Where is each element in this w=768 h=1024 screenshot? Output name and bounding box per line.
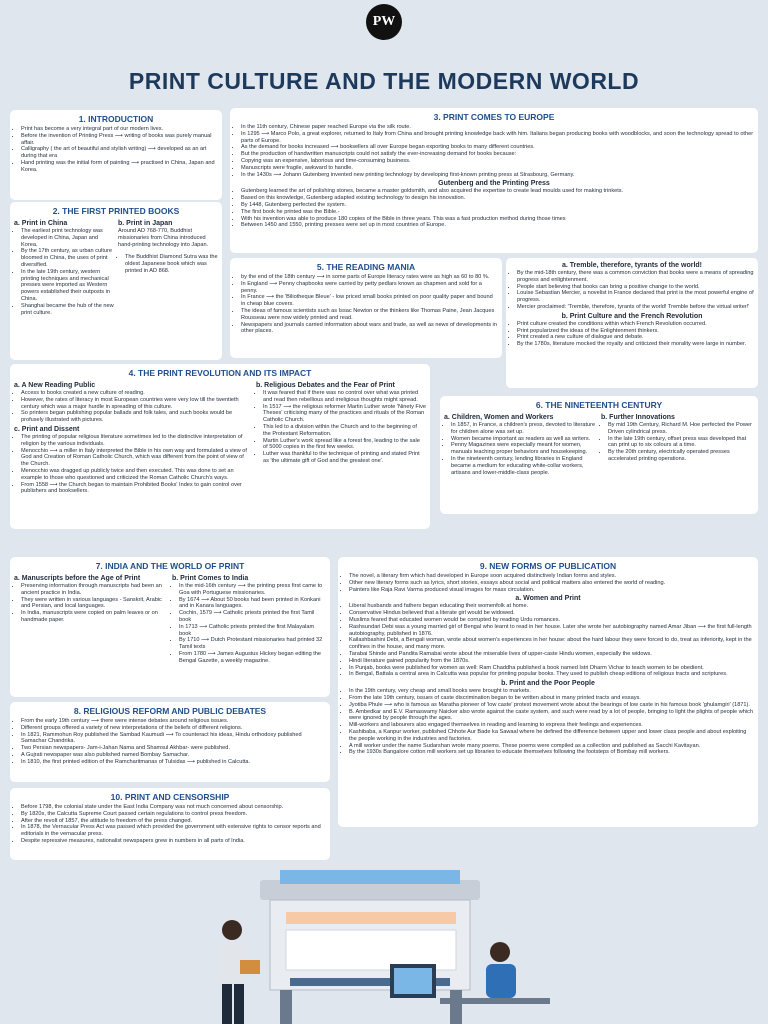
new-forms-heading: 9. NEW FORMS OF PUBLICATION [479,561,617,571]
printing-press-illustration [200,860,580,1024]
list-item: • A Gujrati newspaper was also published named Bombay Samachar. [21,752,326,759]
list-item: • In Bengal, Battala a central area in Calcutta was popular for printing popular books. They used to publish cheap editions of religious tracts and scriptures. [349,671,754,678]
list-item: • A mill worker under the name Sudarshan wrote many poems. These poems were compiled as a collection and published as Sacchi Kavitayan. [349,743,754,750]
censorship-heading: 10. PRINT AND CENSORSHIP [110,792,230,802]
children-women-workers-list [444,422,597,476]
list-item: • In 1878, the Vernacular Press Act was passed which provided the government with extensive rights to censor reports and editorials in the vernacular press. [21,824,326,838]
list-item: • Despite repressive measures, nationalist newspapers grew in numbers in all parts of India. [21,838,326,845]
censorship-list [14,804,326,845]
print-revolution-box [10,364,430,529]
list-item: • From the early 19th century ⟶ there were intense debates around religious issues. [21,718,326,725]
list-item: • Print culture created the conditions within which French Revolution occurred. [517,321,754,328]
list-item: • Painters like Raja Ravi Varma produced visual images for mass circulation. [349,587,754,594]
list-item: • Rashsundari Debi was a young married girl of Bengal who learnt to read in her house. Later she wrote her autobiography named Amar Jiban ⟶ the first full-length autobiography, published in 1876. [349,624,754,638]
print-in-japan-text: Around AD 768-770, Buddhist missionaries from China introduced hand-printing technology into Japan. [118,228,209,248]
list-item: • Preserving information through manuscripts had been an ancient practice in India. [21,583,168,597]
india-heading: 7. INDIA AND THE WORLD OF PRINT [95,561,245,571]
list-item: • Shanghai became the hub of the new print culture. [21,303,114,317]
print-and-dissent-list [14,434,252,495]
list-item: • Before 1798, the colonial state under the East India Company was not much concerned about censorship. [21,804,326,811]
list-item: • Muslims feared that educated women would be corrupted by reading Urdu romances. [349,617,754,624]
list-item: • by the end of the 18th century ⟶ in some parts of Europe literacy rates were as high as 60 to 80 %. [241,274,498,281]
list-item: • Newspapers and journals carried information about wars and trade, as well as news of developments in other places. [241,322,498,336]
list-item: • Print has become a very integral part of our modern lives. [21,126,218,133]
introduction-heading: 1. INTRODUCTION [78,114,154,124]
print-comes-to-europe-box [230,108,758,253]
list-item: • In the late 19th century, offset press was developed that can print up to six colours at a time. [608,436,754,450]
list-item: • However, the rates of literacy in most European countries were very low till the twentieth century which was a major hurdle in spreading of this culture. [21,397,252,411]
new-forms-box [338,557,758,827]
introduction-list [14,126,218,174]
list-item: • By the mid-18th century, there was a common conviction that books were a means of spreading progress and enlightenment. [517,270,754,284]
list-item: • The novel, a literary firm which had developed in Europe soon acquired distinctively Indian forms and styles. [349,573,754,580]
list-item: • In India, manuscripts were copied on palm leaves or on handmade paper. [21,610,168,624]
europe-heading: 3. PRINT COMES TO EUROPE [433,112,555,122]
nineteenth-century-heading: 6. THE NINETEENTH CENTURY [535,400,663,410]
list-item: • In 1295 ⟶ Marco Polo, a great explorer, returned to Italy from China and brought printing knowledge back with him. Italians began producing books with woodblocks, and soon the technology spread to other parts of Europe. [241,131,754,145]
india-world-of-print-box [10,557,330,697]
list-item: • Two Persian newspapers- Jam-i-Jahan Nama and Shamsul Akhbar- were published. [21,745,326,752]
list-item: • Penny Magazines were especially meant for women, manuals teaching proper behaviors and housekeeping. [451,442,597,456]
list-item: • In the 19th century, very cheap and small books were brought to markets. [349,688,754,695]
tremble-list [510,270,754,311]
list-item: • From 1558 ⟶ the Church began to maintain Prohibited Books' Index to gain control over publishers and booksellers. [21,482,252,496]
print-and-dissent-heading: c. Print and Dissent [14,425,80,433]
further-innovations-heading: b. Further Innovations [601,414,675,421]
poor-people-heading: b. Print and the Poor People [501,680,595,688]
reading-mania-list [234,274,498,335]
nineteenth-century-box [440,396,758,514]
first-printed-books-box [10,202,222,360]
french-revolution-heading: b. Print Culture and the French Revolution [561,312,703,320]
list-item: • Print popularized the ideas of the Enlightenment thinkers. [517,328,754,335]
religious-debates-heading: b. Religious Debates and the Fear of Print [256,382,395,389]
manuscripts-heading: a. Manuscripts before the Age of Print [14,575,141,582]
list-item: • In the 11th century, Chinese paper reached Europe via the silk route. [241,124,754,131]
women-and-print-heading: a. Women and Print [515,595,581,603]
woman-figure [220,920,260,1024]
reading-mania-box [230,258,502,358]
list-item: • But the production of handwritten manuscripts could not satisfy the ever-increasing demand for books because: [241,151,754,158]
list-item: • By the 1930s Bangalore cotton mill workers set up libraries to educate themselves following the footsteps of Bombay mill workers. [349,749,754,756]
list-item: • As the demand for books increased ⟶ booksellers all over Europe began exporting books to many different countries. [241,144,754,151]
list-item: • By the 1780s, literature mocked the royalty and criticized their morality were large in number. [517,341,754,348]
manuscripts-list [14,583,168,624]
list-item: • Calligraphy ( the art of beautiful and stylish writing) ⟶ developed as an art during that era [21,146,218,160]
tremble-heading: a. Tremble, therefore, tyrants of the world! [561,262,703,269]
list-item: • Different groups offered a variety of new interpretations of the beliefs of different religions. [21,725,326,732]
list-item: • Jyotiba Phule ⟶ who is famous as Maratha pioneer of 'low caste' protest movement wrote about the bearings of low caste in his famous book 'ghulamgiri' (1871). [349,702,754,709]
list-item: • By 1820s, the Calcutta Supreme Court passed certain regulations to control press freedom. [21,811,326,818]
religious-reform-list [14,718,326,766]
list-item: • Luther was thankful to the technique of printing and stated Print as 'the ultimate gift of God and the greatest one'. [263,451,426,465]
gutenberg-heading: Gutenberg and the Printing Press [438,180,550,188]
list-item: • People start believing that books can bring a positive change to the world. [517,284,754,291]
list-item: • In 1857, in France, a children's press, devoted to literature for children alone was set up. [451,422,597,436]
list-item: • It was feared that if there was no control over what was printed and read then rebellious and irreligious thoughts might spread. [263,390,426,404]
list-item: • The printing of popular religious literature sometimes led to the distinctive interpretation of religion by the various individuals. [21,434,252,448]
print-comes-to-india-list [172,583,326,665]
list-item: • Kashibaba, a Kanpur worker, published Chhote Aur Bade ka Sawaal where he defined the difference between upper and lower class people and about exploiting the people working in the industries and factories. [349,729,754,743]
list-item: • B. Ambedkar and E.V. Ramaswamy Naicker also wrote against the caste system, and such were read by a lot of people, bringing to light the plights of people which were ignored by people through the ages. [349,709,754,723]
list-item: • In the mid-16th century ⟶ the printing press first came to Goa with Portuguese missionaries. [179,583,326,597]
list-item: • In the late 19th century, western printing techniques and mechanical presses were imported as Western powers established their outposts in China. [21,269,114,303]
print-in-china-heading: a. Print in China [14,220,68,227]
list-item: • By the 20th century, electrically operated presses accelerated printing operations. [608,449,754,463]
list-item: • In 1821, Rammohun Roy published the Sambad Kaumudi ⟶ To counteract his ideas, Hindu orthodoxy published Samachar Chandrika. [21,732,326,746]
list-item: • Copying was an expensive, laborious and time-consuming business. [241,158,754,165]
censorship-box [10,788,330,860]
list-item: • From the late 19th century, issues of caste discrimination began to be written about in many printed tracts and essays. [349,695,754,702]
list-item: • In Punjab, books were published for women as well: Ram Chaddha published a book named Istri Dharm Vichar to teach women to be obedient. [349,665,754,672]
list-item: • Print created a new culture of dialogue and debate. [517,334,754,341]
list-item: • By 1710 ⟶ Dutch Protestant missionaries had printed 32 Tamil texts [179,637,326,651]
print-in-china-list [14,228,114,316]
list-item: • By 1448, Gutenberg perfected the system. [241,202,754,209]
list-item: • Martin Luther's work spread like a forest fire, leading to the sale of 5000 copies in the first few weeks. [263,438,426,452]
list-item: • In 1517 ⟶ the religious reformer Martin Luther wrote 'Ninety Five Theses' criticising many of the practices and rituals of the Roman Catholic Church. [263,404,426,424]
list-item: • Mill-workers and labourers also engaged themselves in reading and learning to express their feelings and experiences. [349,722,754,729]
list-item: • The ideas of famous scientists such as Issac Newton or the thinkers like Thomas Paine, Jean Jacques Rousseau were now widely printed and read. [241,308,498,322]
religious-reform-box [10,702,330,782]
french-revolution-list [510,321,754,348]
list-item: • By 1674 ⟶ About 50 books had been printed in Konkani and in Kanara languages. [179,597,326,611]
europe-list [234,124,754,178]
list-item: • From 1780 ⟶ James Augustus Hickey began editing the Bengal Gazette, a weekly magazine. [179,651,326,665]
list-item: • Access to books created a new culture of reading. [21,390,252,397]
list-item: • Cochin, 1579 ⟶ Catholic priests printed the first Tamil book [179,610,326,624]
list-item: • Menocchio ⟶ a miller in Italy interpreted the Bible in his own way and formulated a view of God and Creation of Roman Catholic Church, which was different from the point of view of the Church. [21,448,252,468]
page-title: PRINT CULTURE AND THE MODERN WORLD [128,68,640,94]
list-item: • Tarabai Shinde and Pandita Ramabai wrote about the miserable lives of upper-caste Hindu women, especially the widows. [349,651,754,658]
list-item: • In England ⟶ Penny chapbooks were carried by petty pedlars known as chapmen and sold for a penny. [241,281,498,295]
list-item: • Hindi literature gained popularity from the 1870s. [349,658,754,665]
new-forms-list [342,573,754,593]
list-item: • After the revolt of 1857, the attitude to freedom of the press changed. [21,818,326,825]
list-item: • Menocchio was dragged up publicly twice and then executed. This was done to set an example to those who questioned and criticized the Roman Catholic Church's ways. [21,468,252,482]
list-item: • Louise Sebastian Mercier, a novelist in France declared that print is the most powerful engine of progress. [517,290,754,304]
pw-logo: PW [366,4,402,40]
list-item: • This led to a division within the Church and to the beginning of the Protestant Reformation. [263,424,426,438]
poor-people-list [342,688,754,756]
first-books-heading: 2. THE FIRST PRINTED BOOKS [52,206,180,216]
list-item: • The first book he printed was the Bible.- [241,209,754,216]
list-item: • Gutenberg learned the art of polishing stones, became a master goldsmith, and also acquired the expertise to create lead moulds used for making trinkets. [241,188,754,195]
women-and-print-list [342,603,754,678]
religious-debates-list [256,390,426,465]
list-item: • Conservative Hindus believed that a literate girl would be widowed. [349,610,754,617]
reading-mania-heading: 5. THE READING MANIA [316,262,416,272]
print-in-japan-list [118,254,218,274]
list-item: • Other new literary forms such as lyrics, short stories, essays about social and political matters also entered the world of reading. [349,580,754,587]
print-in-japan-heading: b. Print in Japan [118,220,173,227]
tremble-box [506,258,758,388]
list-item: • Kailashbashini Debi, a Bengali woman, wrote about women's experiences in her house: about the hard labour they were forced to do, treat as inferiority, kept in the confines in the house, and many more. [349,637,754,651]
introduction-box [10,110,222,200]
list-item: • Between 1450 and 1550, printing presses were set up in most countries of Europe. [241,222,754,229]
list-item: • Before the invention of Printing Press ⟶ writing of books was purely manual affair. [21,133,218,147]
print-comes-to-india-heading: b. Print Comes to India [172,575,249,582]
list-item: • In France ⟶ the 'Biliotheque Bleue' - low priced small books printed on poor quality paper and bound in cheap blue covers. [241,294,498,308]
further-innovations-list [601,422,754,463]
list-item: • With his invention was able to produce 180 copies of the Bible in three years. This was a fast production method during those times [241,216,754,223]
religious-reform-heading: 8. RELIGIOUS REFORM AND PUBLIC DEBATES [73,706,267,716]
list-item: • The earliest print technology was developed in China, Japan and Korea. [21,228,114,248]
list-item: • Women became important as readers as well as writers. [451,436,597,443]
new-reading-public-list [14,390,252,424]
list-item: • By mid 19th Century, Richard M. Hoe perfected the Power Driven cylindrical press. [608,422,754,436]
list-item: • Hand printing was the initial form of painting ⟶ practised in China, Japan and Korea. [21,160,218,174]
list-item: • The Buddhist Diamond Sutra was the oldest Japanese book which was printed in AD 868. [125,254,218,274]
list-item: • In the 1430s ⟶ Johann Gutenberg invented new printing technology by developing first-known printing press at Strasbourg, Germany. [241,172,754,179]
gutenberg-list [234,188,754,229]
new-reading-public-heading: a. A New Reading Public [14,382,96,389]
list-item: • Manuscripts were fragile, awkward to handle. [241,165,754,172]
list-item: • In 1713 ⟶ Catholic priests printed the first Malayalam book [179,624,326,638]
list-item: • Liberal husbands and fathers began educating their womenfolk at home. [349,603,754,610]
list-item: • So printers began publishing popular ballads and folk tales, and such books would be profusely illustrated with pictures. [21,410,252,424]
list-item: • By the 17th century, as urban culture bloomed in China, the uses of print diversified. [21,248,114,268]
children-women-workers-heading: a. Children, Women and Workers [444,414,554,421]
list-item: • They were written in various languages - Sanskrit, Arabic and Persian, and local languages. [21,597,168,611]
list-item: • Based on this knowledge, Gutenberg adapted existing technology to design his innovation. [241,195,754,202]
list-item: • Mercier proclaimed: 'Tremble, therefore, tyrants of the world! Tremble before the virtual writer!' [517,304,754,311]
list-item: • In 1810, the first printed edition of the Ramcharitmanas of Tulsidas ⟶ published in Calcutta. [21,759,326,766]
print-revolution-heading: 4. THE PRINT REVOLUTION AND ITS IMPACT [128,368,312,378]
list-item: • In the nineteenth century, lending libraries in England became a medium for educating white-collar workers, artisans and lower-middle-class people. [451,456,597,476]
